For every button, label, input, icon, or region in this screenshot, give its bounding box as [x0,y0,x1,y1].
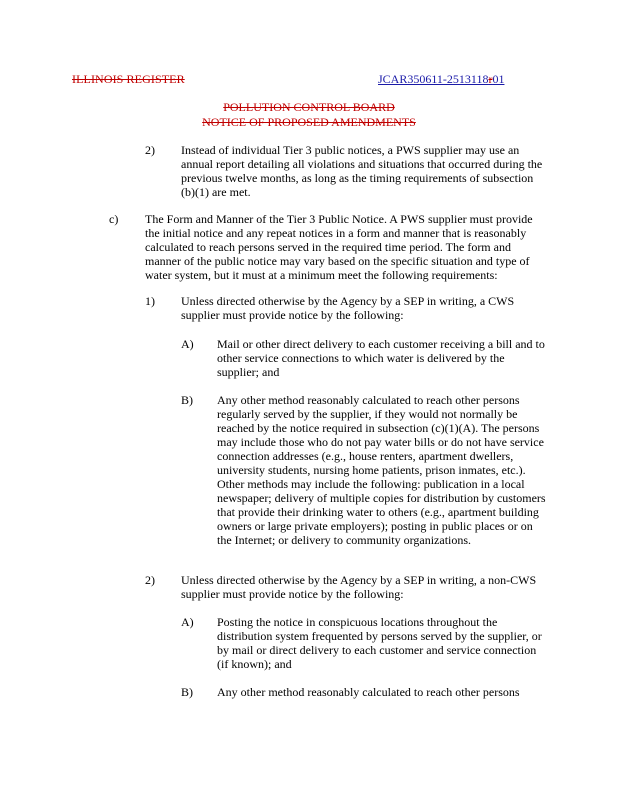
jcar-code [378,72,504,87]
item-text: Any other method reasonably calculated to reach other persons [217,685,520,699]
register-header: ILLINOIS REGISTER [72,72,185,86]
jcar-prefix: JCAR350611-2513118 [378,72,489,86]
item-label: A) [181,615,194,629]
item-label: 1) [145,294,155,308]
jcar-suffix: 01 [492,72,505,86]
item-text: The Form and Manner of the Tier 3 Public Notice. A PWS supplier must provide the initial notice and any repeat notices in a form and manner that is reasonably calculated to reach persons served in the required time period. The form and manner of the public notice may vary based on the specific situation and type of water system, but it must at a minimum meet the following requirements: [145,212,533,282]
item-label: 2) [145,573,155,587]
jcar-struck-char: r [488,72,493,86]
notice-title: NOTICE OF PROPOSED AMENDMENTS [202,115,416,129]
item-label: B) [181,685,193,699]
item-label: 2) [145,143,155,157]
item-text: Unless directed otherwise by the Agency by a SEP in writing, a non-CWS supplier must provide notice by the following: [181,573,537,601]
item-text: Instead of individual Tier 3 public notices, a PWS supplier may use an annual report detailing all violations and situations that occurred during the previous twelve months, as long as the timing requirements of subsection (b)(1) are met. [181,143,543,199]
item-text: Mail or other direct delivery to each customer receiving a bill and to other service connections to which water is delivered by the supplier; and [217,337,545,379]
board-title: POLLUTION CONTROL BOARD [223,100,395,114]
item-label: B) [181,393,193,407]
item-label: c) [109,212,119,226]
item-text: Posting the notice in conspicuous locations throughout the distribution system frequented by persons served by the supplier, or by mail or direct delivery to each customer and service connection (if known); and [217,615,542,671]
item-text: Unless directed otherwise by the Agency by a SEP in writing, a CWS supplier must provide notice by the following: [181,294,515,322]
item-text: Any other method reasonably calculated to reach other persons regularly served by the supplier, if they would not normally be reached by the notice required in subsection (c)(1)(A). The persons may include those who do not pay water bills or do not have service connection addresses (e.g., house renters, apartment dwellers, university students, nursing home patients, prison inmates, etc.). Other methods may include the following: publication in a local newspaper; delivery of multiple copies for distribution by customers that provide their drinking water to others (e.g., apartment building owners or large private employers); posting in public places or on the Internet; or delivery to community organizations. [217,393,546,547]
item-label: A) [181,337,194,351]
